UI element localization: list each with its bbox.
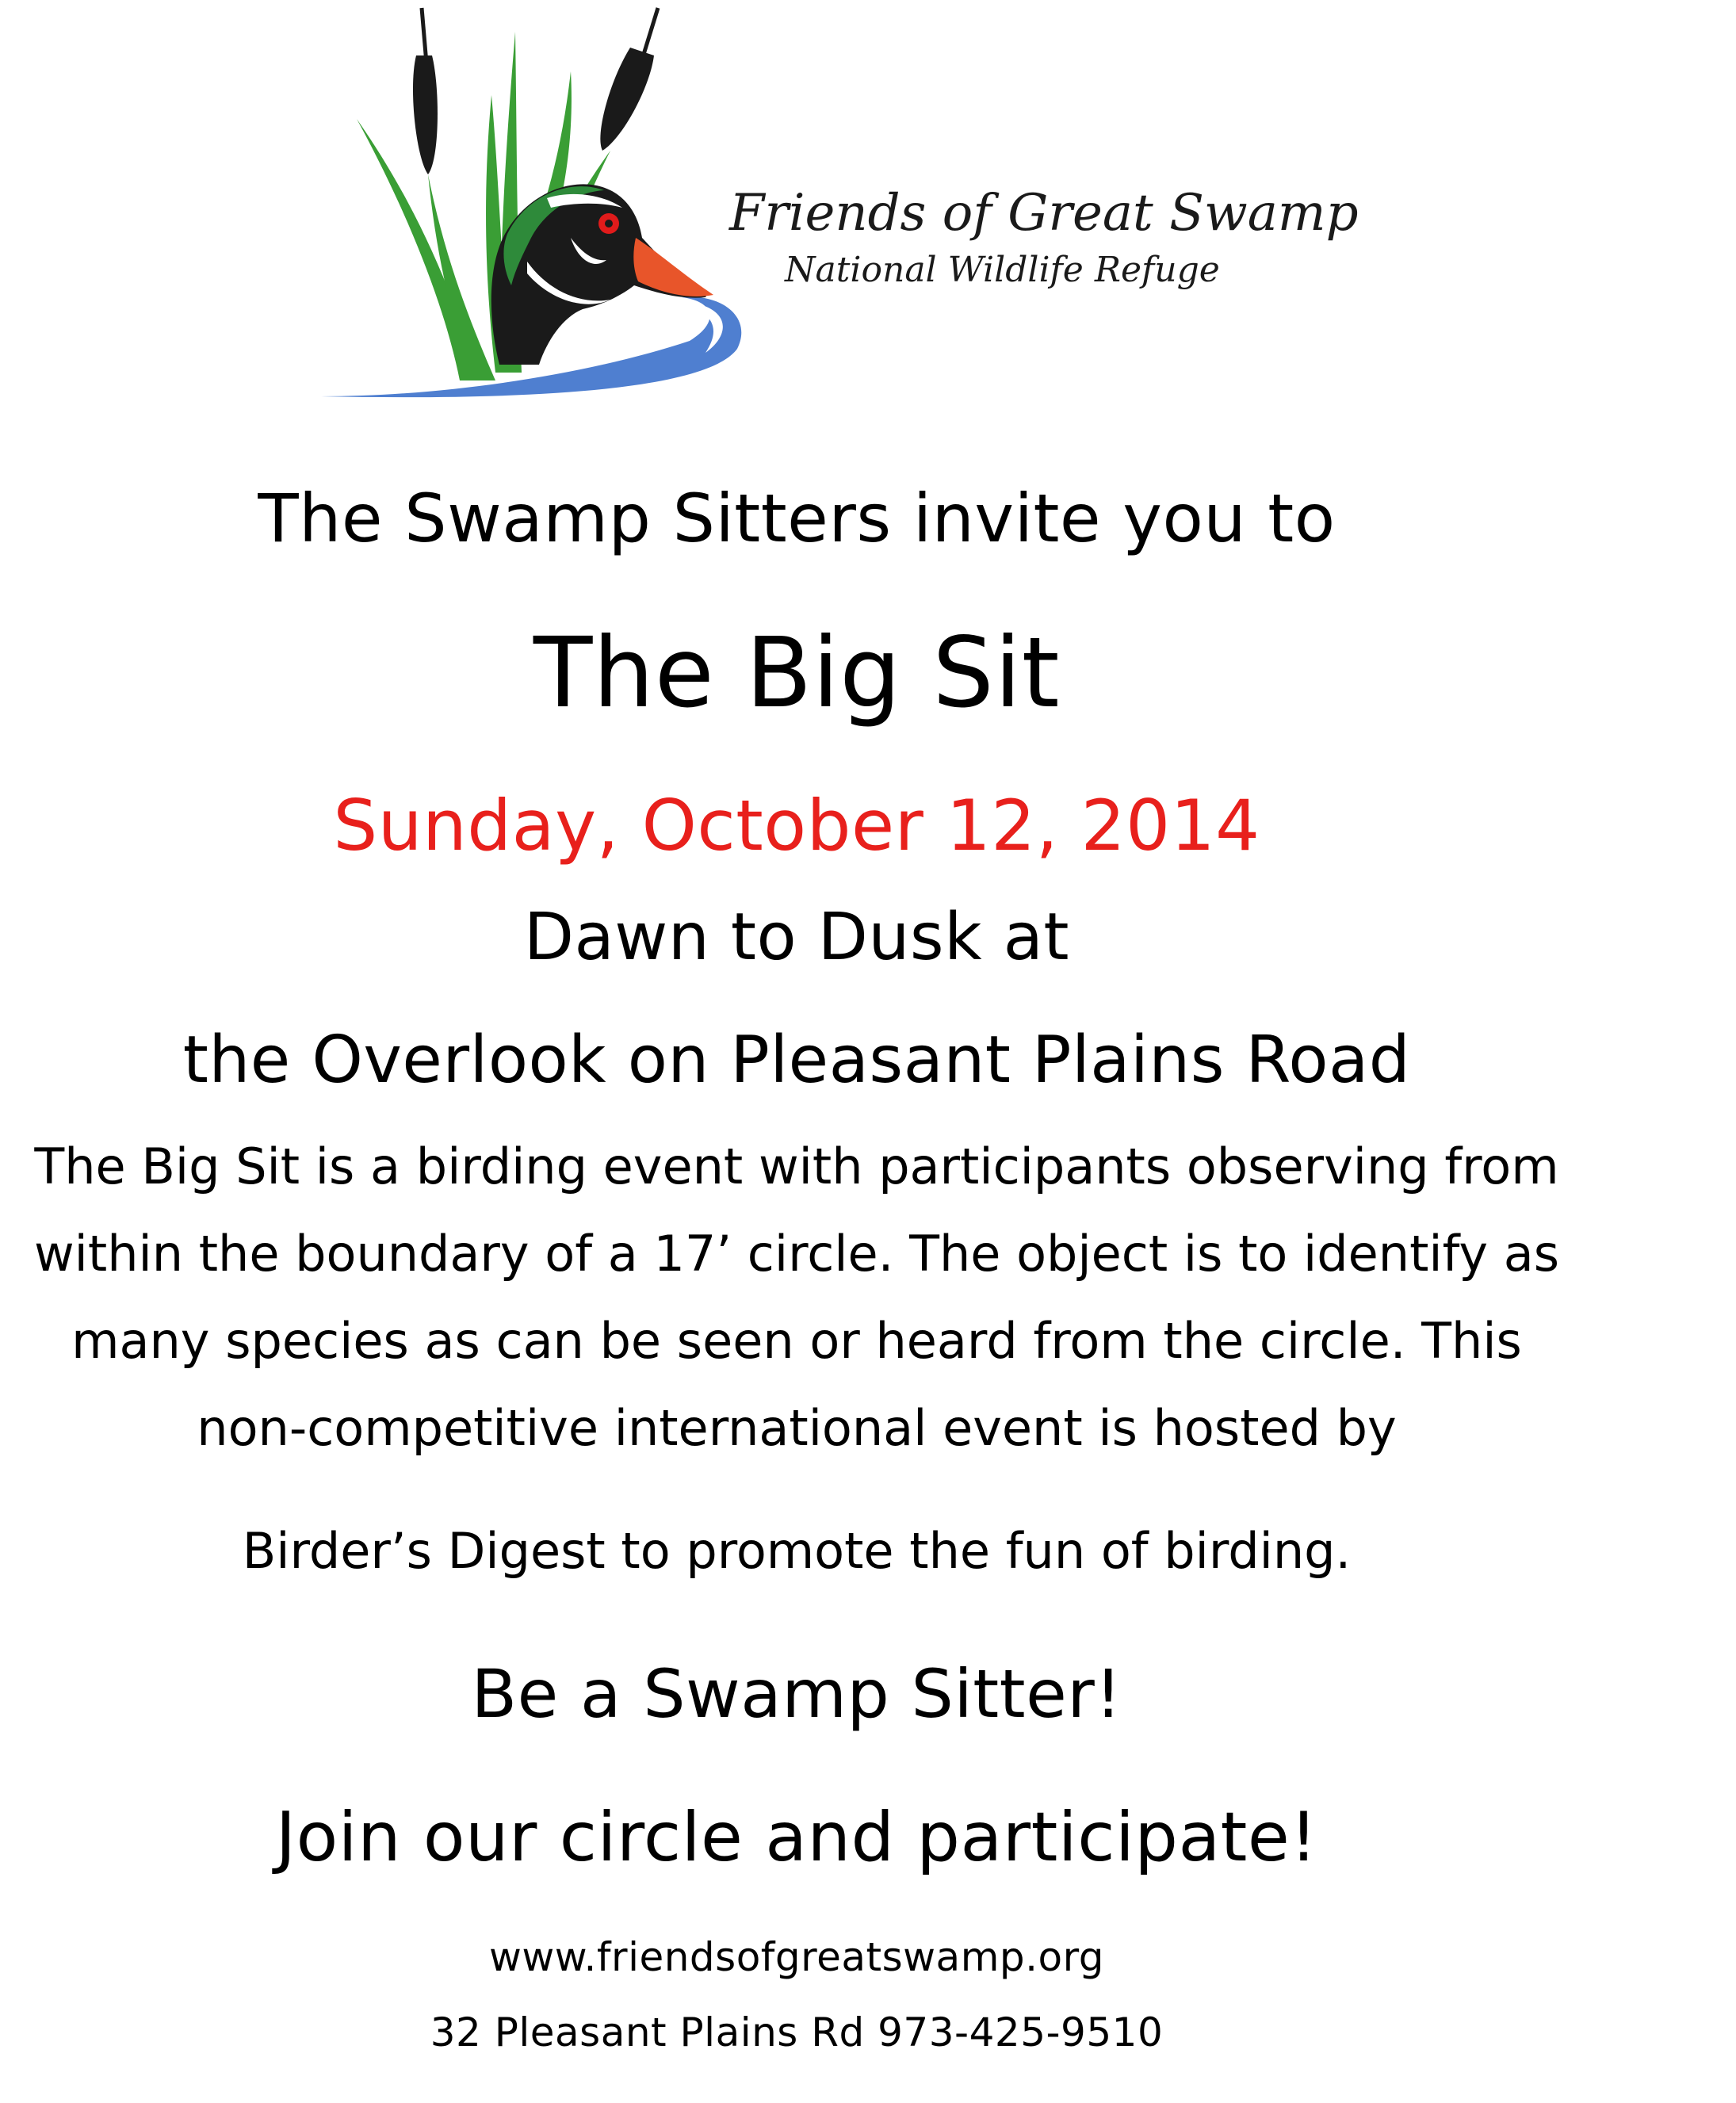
wood-duck-cattails-logo-icon: [309, 0, 1359, 420]
description-line: within the boundary of a 17’ circle. The object is to identify as: [33, 1225, 1560, 1283]
event-location: the Overlook on Pleasant Plains Road: [182, 1023, 1411, 1098]
address-phone: 32 Pleasant Plains Rd 973-425-9510: [430, 2009, 1164, 2055]
event-time: Dawn to Dusk at: [523, 900, 1070, 975]
event-title: The Big Sit: [533, 617, 1061, 729]
call-to-action-subheading: Join our circle and participate!: [275, 1798, 1318, 1877]
svg-text:Friends of Great Swamp: Friends of Great Swamp: [729, 184, 1359, 243]
call-to-action-heading: Be a Swamp Sitter!: [471, 1655, 1122, 1733]
org-logo: [309, 0, 1359, 420]
description-line: non-competitive international event is hosted by: [197, 1399, 1397, 1457]
description-line: Birder’s Digest to promote the fun of birding.: [242, 1522, 1352, 1580]
description-line: many species as can be seen or heard from the circle. This: [71, 1312, 1522, 1370]
svg-text:National Wildlife Refuge: National Wildlife Refuge: [785, 250, 1220, 290]
website-link[interactable]: www.friendsofgreatswamp.org: [488, 1934, 1105, 1980]
description-line: The Big Sit is a birding event with participants observing from: [34, 1138, 1559, 1195]
event-date: Sunday, October 12, 2014: [333, 785, 1260, 866]
invite-line: The Swamp Sitters invite you to: [258, 480, 1336, 557]
